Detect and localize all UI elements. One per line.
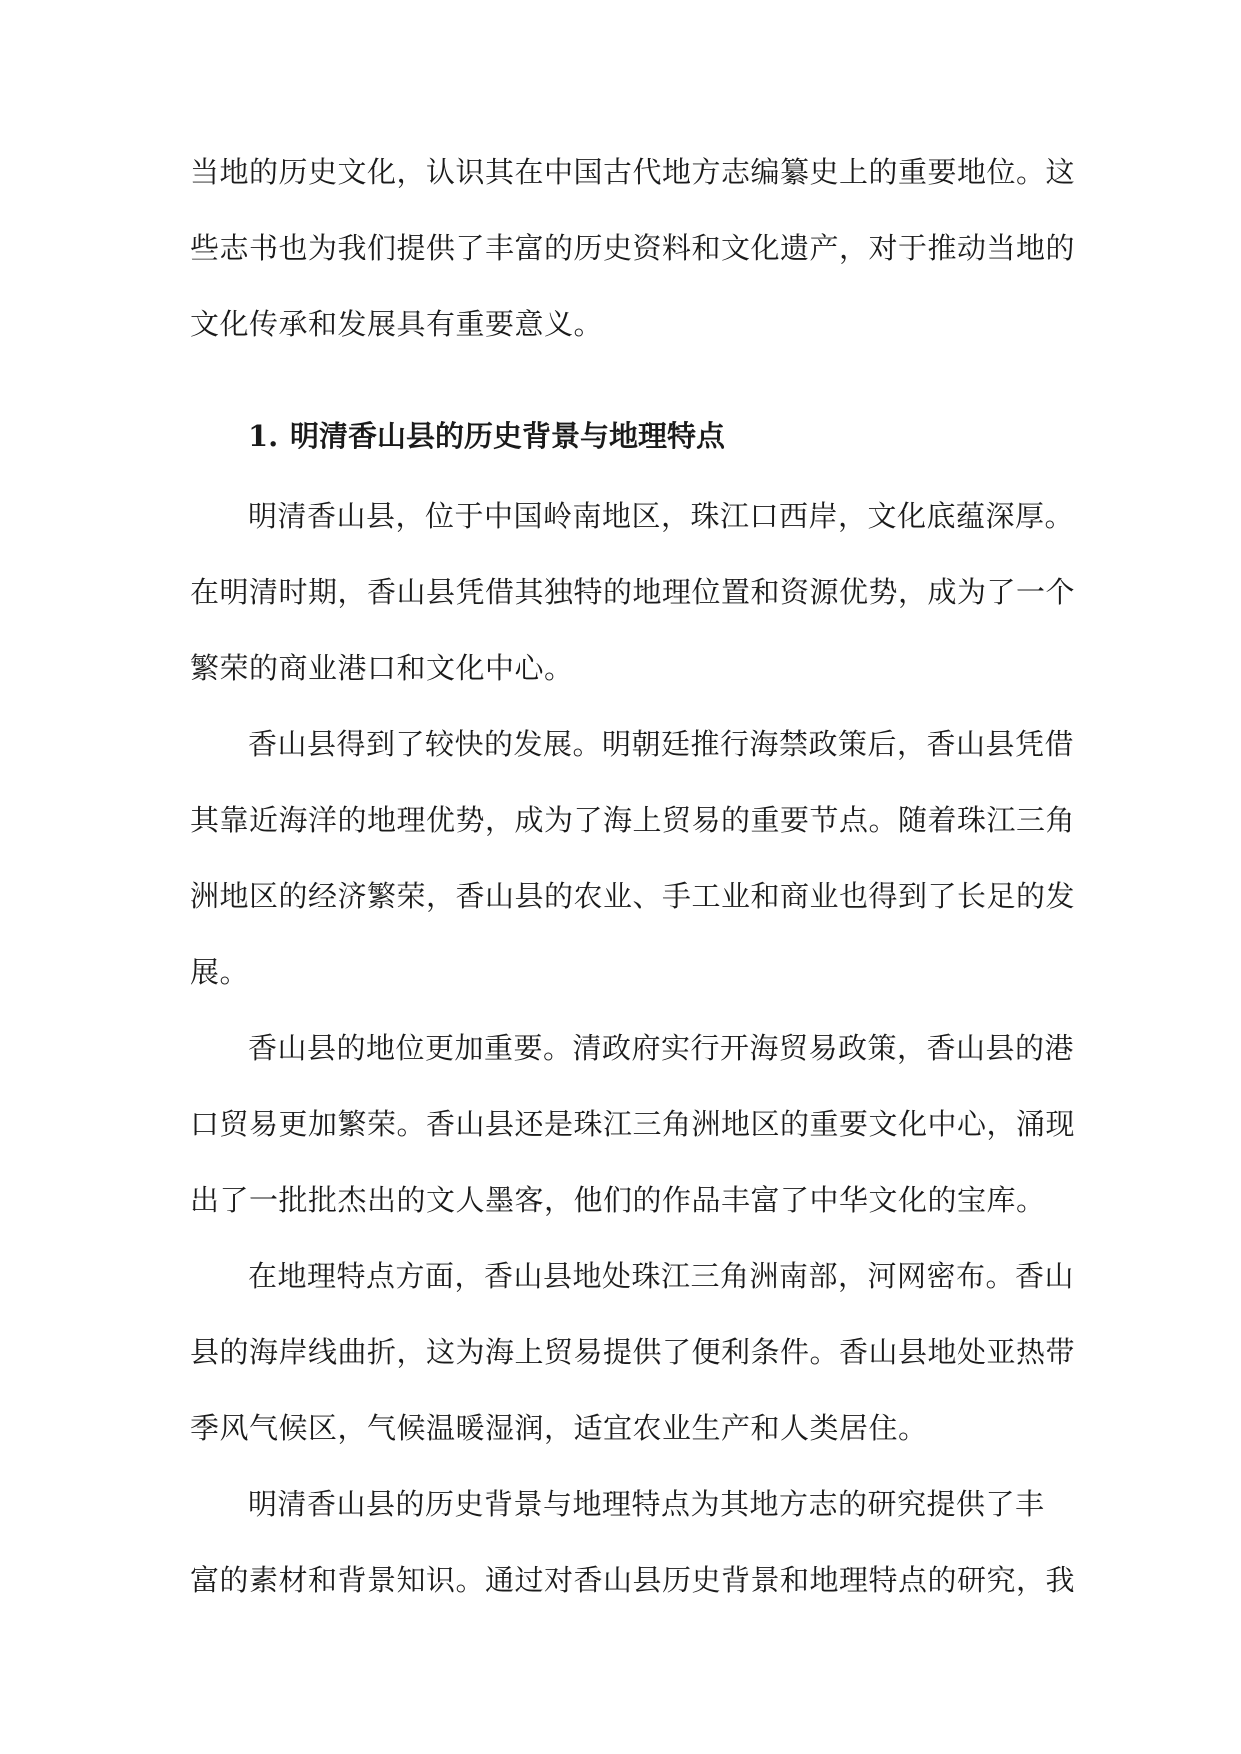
text-line: 县的海岸线曲折，这为海上贸易提供了便利条件。香山县地处亚热带 — [190, 1335, 1076, 1369]
paragraph-5 — [190, 1474, 1076, 1626]
paragraph-2 — [190, 714, 1076, 1018]
text-line: 洲地区的经济繁荣，香山县的农业、手工业和商业也得到了长足的发 — [190, 879, 1076, 913]
text-line: 在地理特点方面，香山县地处珠江三角洲南部，河网密布。香山 — [248, 1259, 1075, 1293]
text-line: 在明清时期，香山县凭借其独特的地理位置和资源优势，成为了一个 — [190, 575, 1076, 609]
paragraph-4 — [190, 1246, 1076, 1474]
text-line: 文化传承和发展具有重要意义。 — [190, 307, 604, 341]
text-line: 展。 — [190, 955, 250, 989]
intro-paragraph — [190, 142, 1076, 370]
text-line: 季风气候区，气候温暖湿润，适宜农业生产和人类居住。 — [190, 1411, 928, 1445]
section-number: 1. — [248, 419, 279, 453]
section-heading — [190, 406, 1052, 486]
text-line: 出了一批批杰出的文人墨客，他们的作品丰富了中华文化的宝库。 — [190, 1183, 1046, 1217]
text-line: 香山县得到了较快的发展。明朝廷推行海禁政策后，香山县凭借 — [248, 727, 1075, 761]
document-body — [190, 142, 1076, 1626]
text-line: 富的素材和背景知识。通过对香山县历史背景和地理特点的研究，我 — [190, 1563, 1076, 1597]
text-line: 香山县的地位更加重要。清政府实行开海贸易政策，香山县的港 — [248, 1031, 1075, 1065]
text-line: 口贸易更加繁荣。香山县还是珠江三角洲地区的重要文化中心，涌现 — [190, 1107, 1076, 1141]
paragraph-3 — [190, 1018, 1076, 1246]
text-line: 明清香山县的历史背景与地理特点为其地方志的研究提供了丰 — [248, 1487, 1045, 1521]
text-line: 明清香山县，位于中国岭南地区，珠江口西岸，文化底蕴深厚。 — [248, 499, 1075, 533]
text-line: 些志书也为我们提供了丰富的历史资料和文化遗产，对于推动当地的 — [190, 231, 1076, 265]
text-line: 繁荣的商业港口和文化中心。 — [190, 651, 574, 685]
section-title: 明清香山县的历史背景与地理特点 — [290, 419, 726, 453]
text-line: 其靠近海洋的地理优势，成为了海上贸易的重要节点。随着珠江三角 — [190, 803, 1076, 837]
paragraph-1 — [190, 486, 1076, 714]
text-line: 当地的历史文化，认识其在中国古代地方志编纂史上的重要地位。这 — [190, 155, 1076, 189]
section-spacer — [190, 370, 1052, 406]
